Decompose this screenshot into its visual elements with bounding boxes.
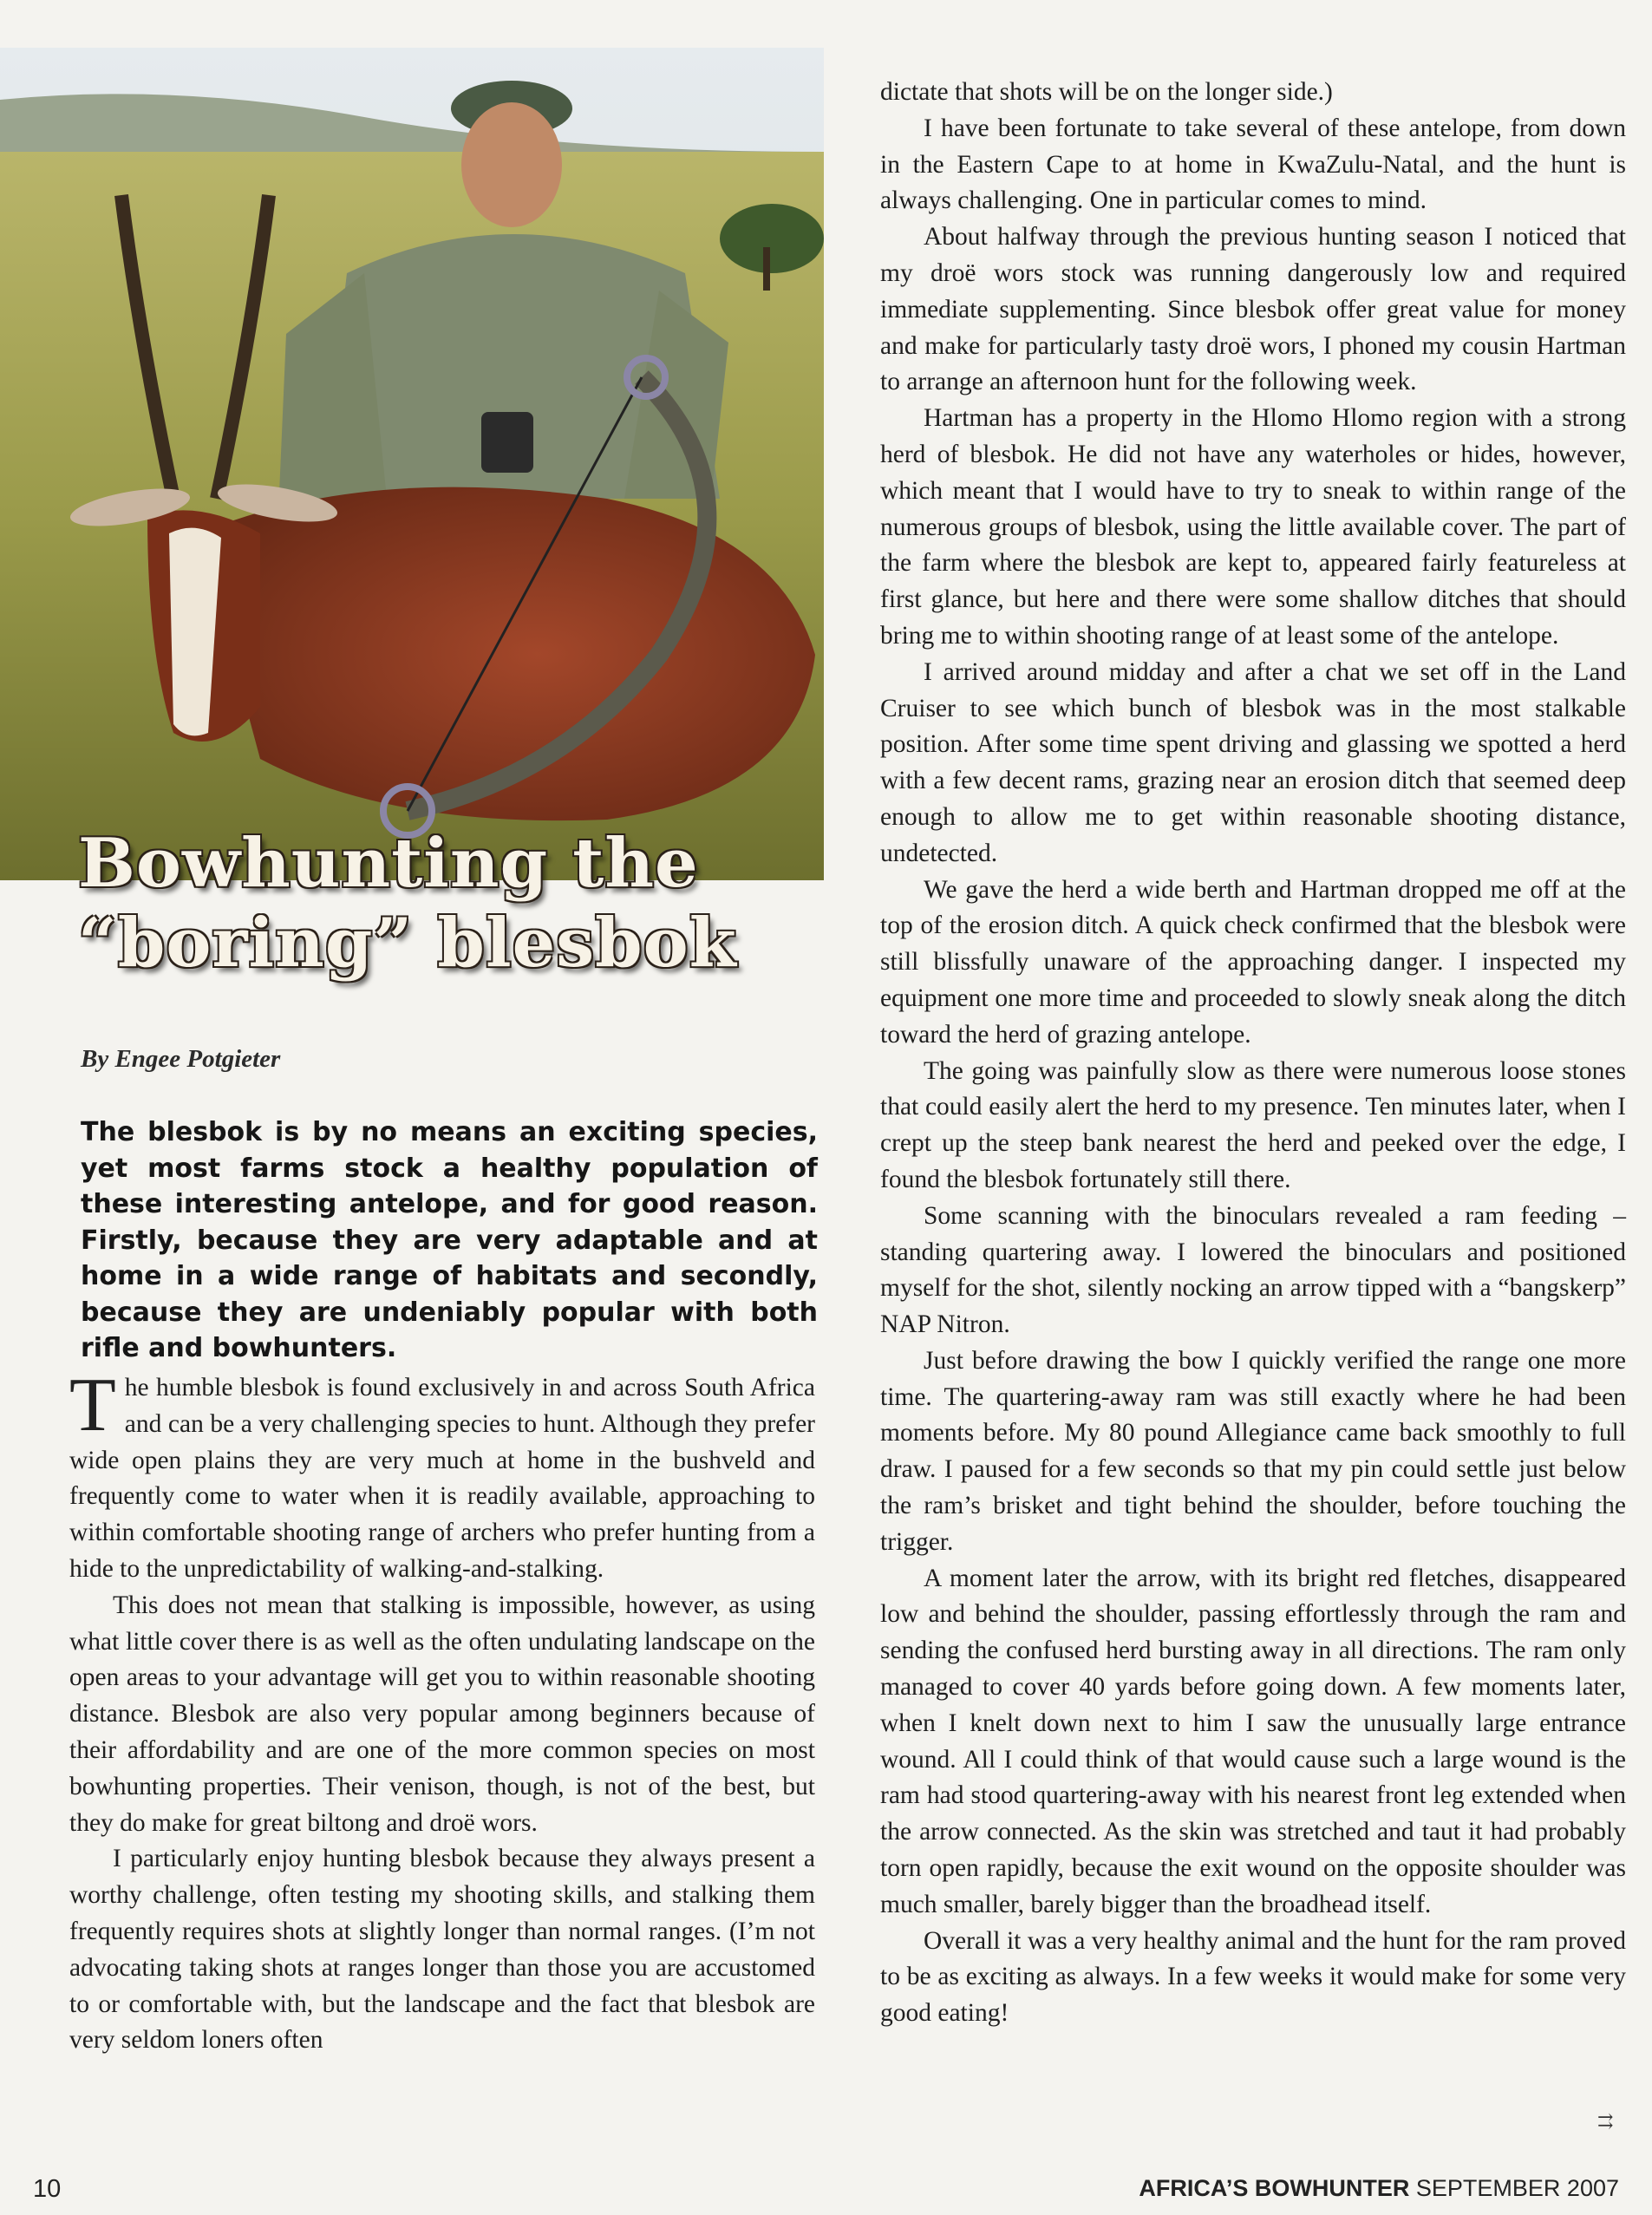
byline: By Engee Potgieter [81,1045,281,1073]
paragraph: Just before drawing the bow I quickly verified the range one more time. The quartering-away ram was still exactly where he had been moments before. My 80 pound Allegiance came back smoothly to full draw. I paused for a few seconds so that my pin could settle just below the ram’s brisket and tight behind the shoulder, before touching the trigger. [880,1346,1626,1556]
paragraph: About halfway through the previous hunting season I noticed that my droë wors stock was running dangerously low and required immediate supplementing. Since blesbok offer great value for money and make for particularly tasty droë wors, I phoned my cousin Hartman to arrange an afternoon hunt for the following week. [880,223,1626,396]
magazine-footer [1139,2175,1619,2202]
end-of-article-icon: ⇉ [1597,2110,1614,2132]
paragraph: Some scanning with the binoculars revealed a ram feeding – standing quartering away. I lowered the binoculars and positioned myself for the shot, silently nocking an arrow tipped with a “bangskerp” NAP Nitron. [880,1201,1626,1339]
paragraph: Hartman has a property in the Hlomo Hlomo region with a strong herd of blesbok. He did not have any waterholes or hides, however, which meant that I would have to try to sneak to within range of the numerous groups of blesbok, using the little available cover. The part of the farm where the blesbok are kept to, appeared fairly featureless at first glance, but here and there were some shallow ditches that should bring me to within shooting range of at least some of the antelope. [880,404,1626,650]
title-line-1: Bowhunting the [78,824,699,903]
article-title [78,824,824,983]
paragraph: I particularly enjoy hunting blesbok because they always present a worthy challenge, often testing my shooting skills, and stalking them frequently requires shots at slightly longer than normal ranges. (I’m not advocating taking shots at ranges longer than those you are accustomed to or comfortable with, but the landscape and the fact that blesbok are very seldom loners often [69,1845,815,2055]
issue-date: SEPTEMBER 2007 [1415,2175,1619,2201]
hunter-with-blesbok-photo [0,48,824,880]
paragraph: dictate that shots will be on the longer side.) [880,78,1333,106]
left-column [69,1363,815,2059]
paragraph [69,1363,815,1588]
paragraph: The going was painfully slow as there were numerous loose stones that could easily alert the herd to my presence. Ten minutes later, when I crept up the steep bank nearest the herd and peeked over the edge, I found the blesbok fortunately still there. [880,1056,1626,1193]
paragraph: A moment later the arrow, with its bright red fletches, disappeared low and behind the shoulder, passing effortlessly through the ram and sending the confused herd bursting away in all directions. The ram only managed to cover 40 yards before going down. A few moments later, when I knelt down next to him I saw the unusually large entrance wound. All I could think of that would cause such a large wound is the ram had stood quartering-away with his nearest front leg extended when the arrow connected. As the skin was stretched and taut it had probably torn open rapidly, because the exit wound on the opposite shoulder was much smaller, barely bigger than the broadhead itself. [880,1564,1626,1918]
page-number: 10 [33,2175,62,2203]
magazine-name: AFRICA’S BOWHUNTER [1139,2175,1410,2201]
paragraph: Overall it was a very healthy animal and the hunt for the ram proved to be as exciting as always. In a few weeks it would make for some very good eating! [880,1926,1626,2028]
right-column [880,75,1626,2032]
paragraph-text: he humble blesbok is found exclusively in and across South Africa and can be a very challenging species to hunt. Although they prefer wide open plains they are very much at home in the bushveld and frequently come to water when it is readily available, approaching to within comfortable shooting range of archers who prefer hunting from a hide to the unpredictability of walking-and-stalking. [69,1374,815,1583]
paragraph: I have been fortunate to take several of these antelope, from down in the Eastern Cape to at home in KwaZulu-Natal, and the hunt is always challenging. One in particular comes to mind. [880,114,1626,215]
title-line-2: “boring” blesbok [78,904,737,983]
intro-paragraph: The blesbok is by no means an exciting species, yet most farms stock a healthy population of these interesting antelope, and for good reason. Firstly, because they are very adaptable and at home in a wide range of habitats and secondly, because they are undeniably popular with both rifle and bowhunters. [81,1117,818,1363]
paragraph: We gave the herd a wide berth and Hartman dropped me off at the top of the erosion ditch. A quick check confirmed that the blesbok were still blissfully unaware of the approaching danger. I inspected my equipment one more time and proceeded to slowly sneak along the ditch toward the herd of grazing antelope. [880,875,1626,1049]
paragraph: This does not mean that stalking is impossible, however, as using what little cover there is as well as the often undulating landscape on the open areas to your advantage will get you to within reasonable shooting distance. Blesbok are also very popular among beginners because of their affordability and are one of the more common species on most bowhunting properties. Their venison, though, is not of the best, but they do make for great biltong and droë wors. [69,1591,815,1837]
paragraph: I arrived around midday and after a chat we set off in the Land Cruiser to see which bunch of blesbok was in the most stalkable position. After some time spent driving and glassing we spotted a herd with a few decent rams, grazing near an erosion ditch that seemed deep enough to allow me to get within reasonable shooting distance, undetected. [880,657,1626,867]
drop-cap: T [69,1363,116,1447]
